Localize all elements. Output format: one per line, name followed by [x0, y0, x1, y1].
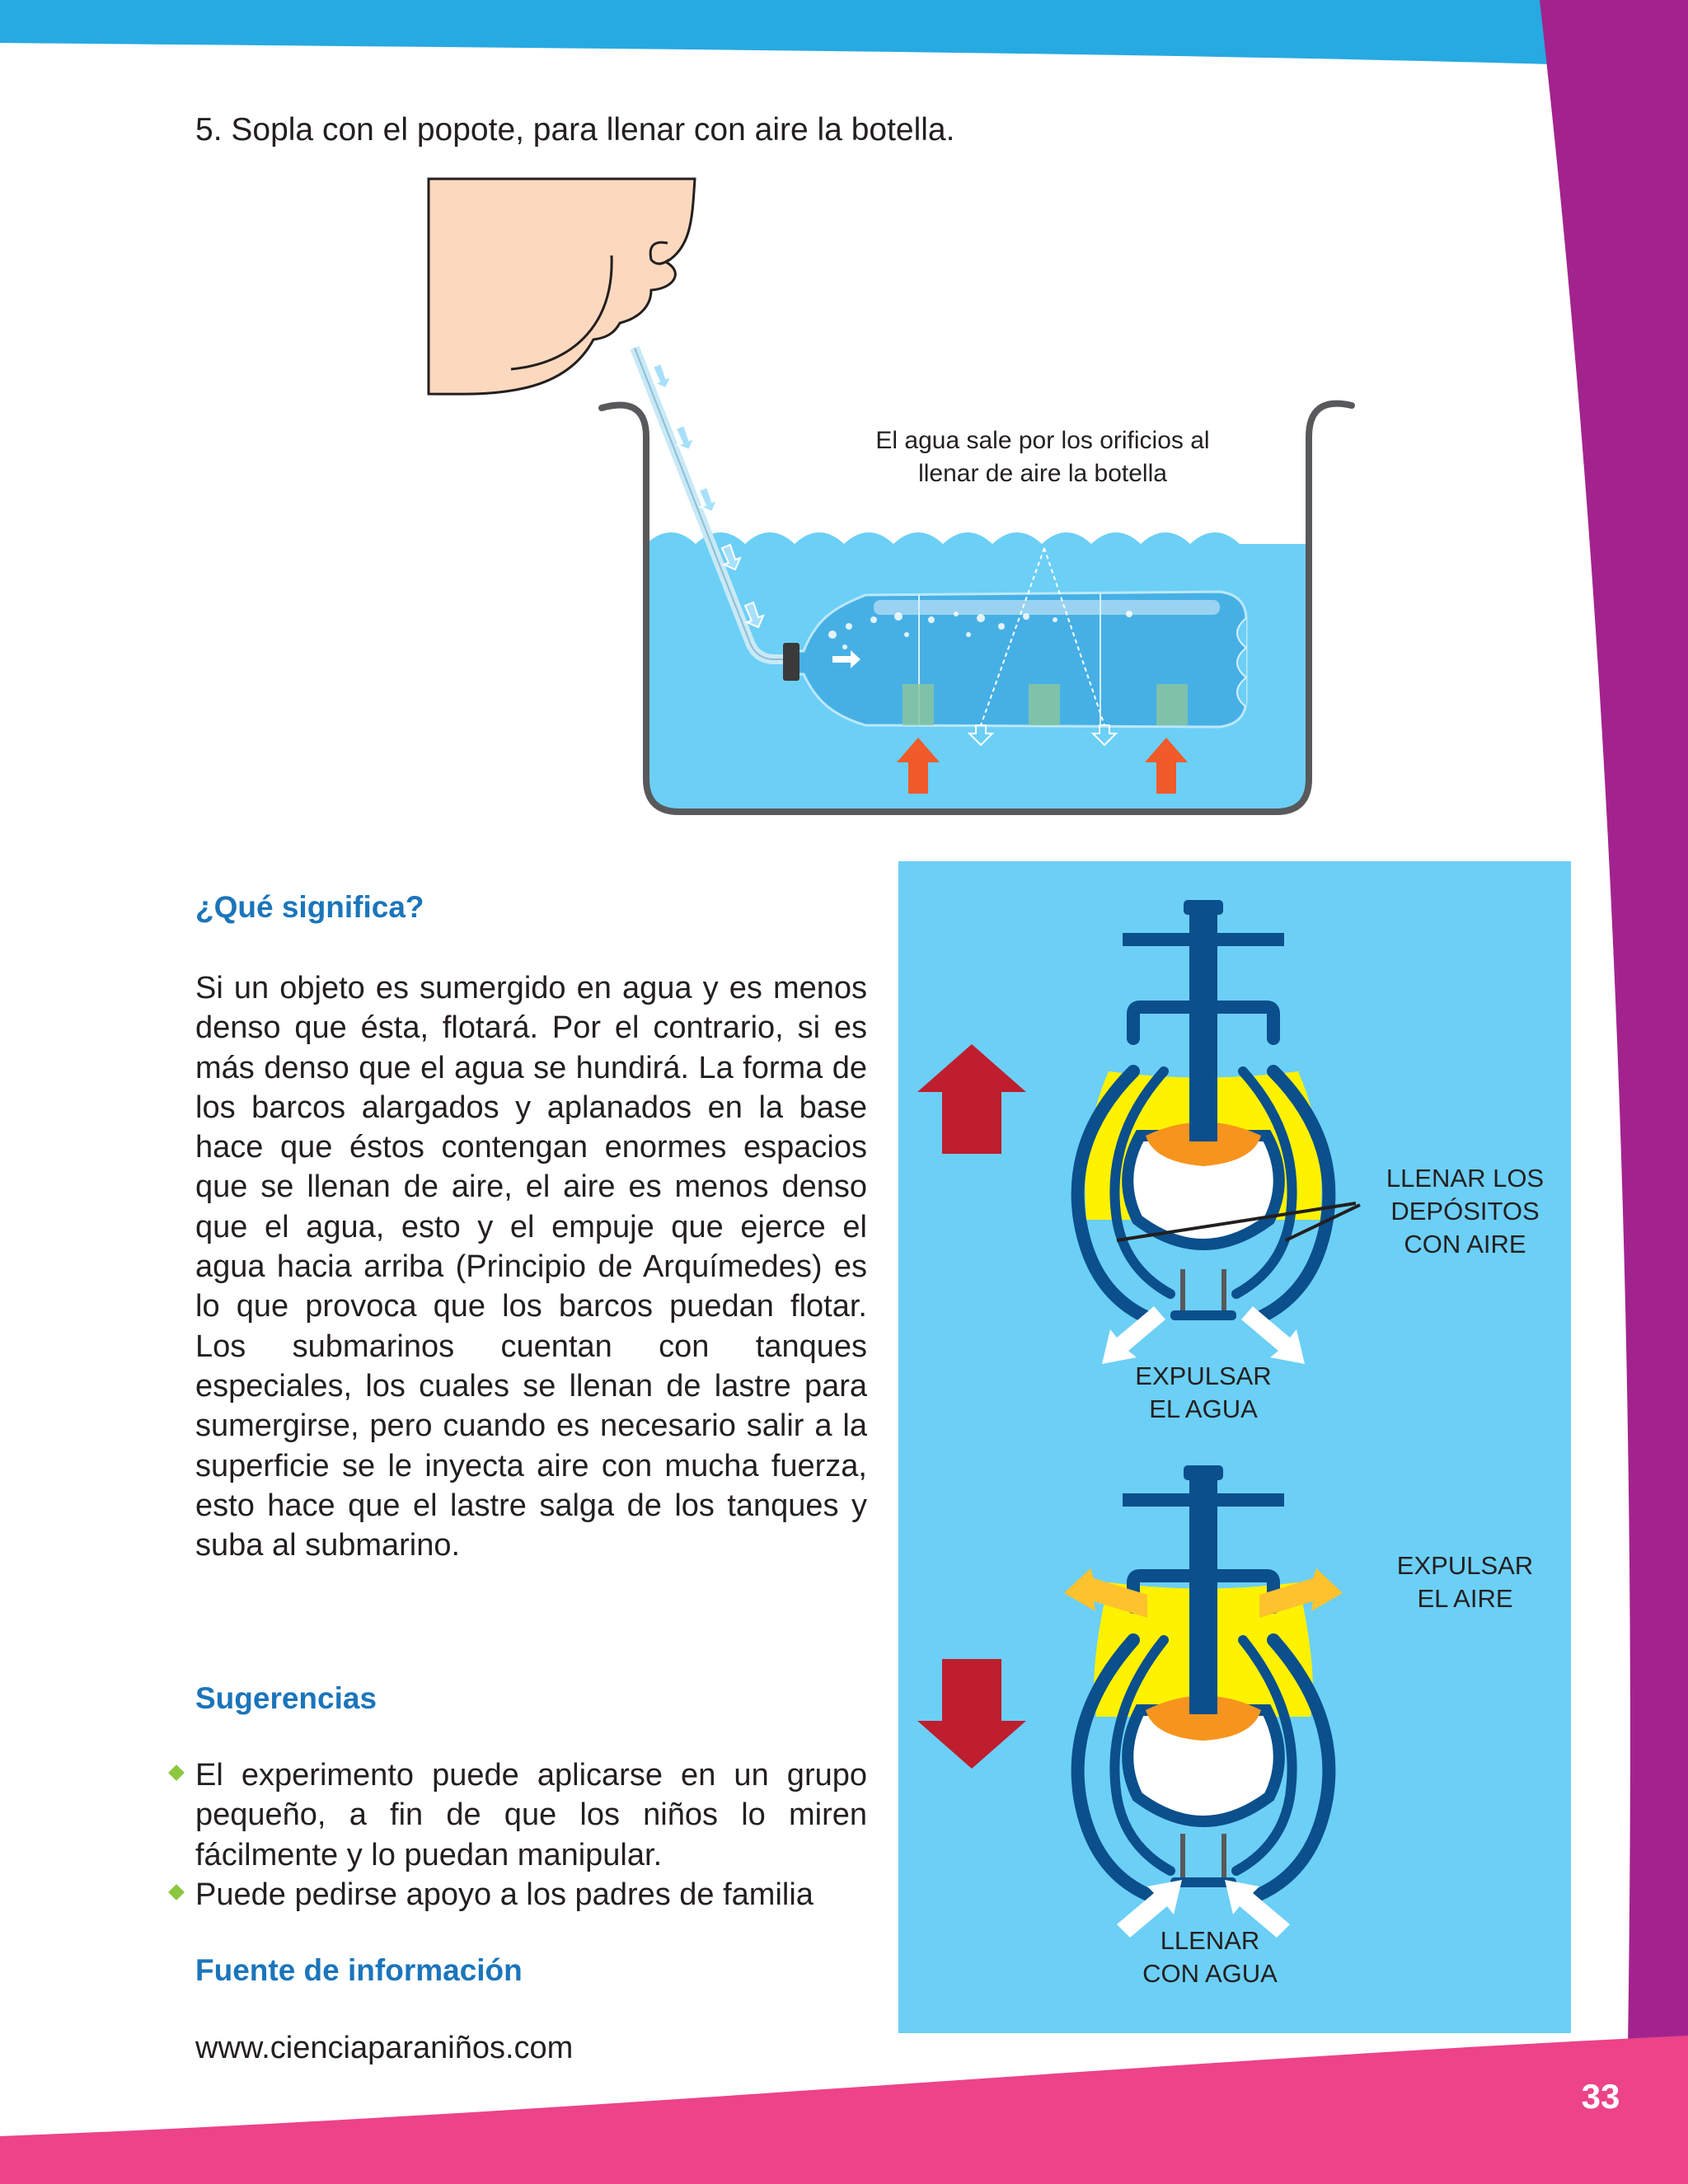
heading-que-significa: ¿Qué significa? — [195, 890, 424, 924]
label-expel-water-line1: EXPULSAR — [1135, 1361, 1272, 1390]
hole-3 — [1156, 684, 1188, 725]
bullet-diamond-icon — [168, 1765, 185, 1781]
label-expel-water — [1104, 1360, 1302, 1426]
submarine-diagram — [898, 861, 1571, 2033]
bottom-mast-cap — [1184, 1465, 1223, 1480]
label-fill-air-line1: LLENAR LOS — [1386, 1164, 1545, 1193]
bottle-highlight — [874, 600, 1220, 615]
top-keel-base — [1170, 1310, 1236, 1320]
bottle-note: El agua sale por los orificios al llenar de aire la botella — [875, 427, 1210, 487]
bullet-diamond-icon — [168, 1884, 185, 1900]
label-fill-water-line1: LLENAR — [1160, 1926, 1260, 1955]
label-fill-water-line2: CON AGUA — [1142, 1959, 1278, 1988]
top-crossbar — [1123, 933, 1284, 946]
suggestion-text-2: Puede pedirse apoyo a los padres de familia — [195, 1877, 814, 1912]
hole-2 — [1029, 684, 1060, 725]
explanation-text: Si un objeto es sumergido en agua y es menos denso que ésta, flotará. Por el contrario, si es más denso que el agua se hundirá. La forma de los barcos alargados y aplanados en la base hace que éstos contengan enormes espacios que se llenan de aire, el aire es menos denso que el agua, esto y el empuje que ejerce el agua hacia arriba (Principio de Arquímedes) es lo que provoca que los barcos puedan flotar. Los submarinos cuentan con tanques especiales, los cuales se llenan de lastre para sumergirse, pero cuando es necesario salir a la superficie se le inyecta aire con mucha fuerza, esto hace que el lastre salga de los tanques y suba al submarino. — [195, 971, 867, 1563]
list-item — [171, 1755, 867, 1875]
label-expel-air-line2: EL AIRE — [1417, 1584, 1513, 1613]
label-expel-water-line2: EL AGUA — [1149, 1394, 1258, 1423]
top-blue-band — [0, 0, 1551, 64]
bottom-crossbar — [1123, 1493, 1284, 1507]
label-fill-air-line3: CON AIRE — [1404, 1230, 1526, 1258]
suggestion-text-1: El experimento puede aplicarse en un grupo pequeño, a fin de que los niños lo miren fácilmente y lo puedan manipular. — [195, 1758, 867, 1872]
list-item — [171, 1875, 867, 1915]
hole-1 — [903, 684, 934, 725]
step-instruction: 5. Sopla con el popote, para llenar con aire la botella. — [195, 112, 955, 148]
bottle-illustration — [412, 169, 1368, 828]
label-expel-air — [1364, 1549, 1566, 1615]
heading-sugerencias: Sugerencias — [195, 1681, 377, 1715]
top-mast-cap — [1184, 900, 1223, 915]
label-fill-air-line2: DEPÓSITOS — [1390, 1197, 1540, 1226]
page-number: 33 — [1581, 2077, 1620, 2116]
bottle-base-wave — [1237, 618, 1246, 707]
bottle-cap — [783, 643, 799, 681]
label-fill-water — [1111, 1924, 1309, 1990]
label-fill-air — [1364, 1162, 1566, 1261]
source-url[interactable]: www.cienciaparaniños.com — [195, 2031, 574, 2065]
explanation-paragraph — [195, 968, 867, 1565]
heading-fuente: Fuente de información — [195, 1953, 523, 1987]
face-illustration — [429, 179, 695, 394]
suggestions-list — [171, 1755, 867, 1915]
label-expel-air-line1: EXPULSAR — [1396, 1551, 1534, 1580]
diagram-background — [898, 861, 1571, 2033]
bottom-mast — [1189, 1475, 1217, 1714]
